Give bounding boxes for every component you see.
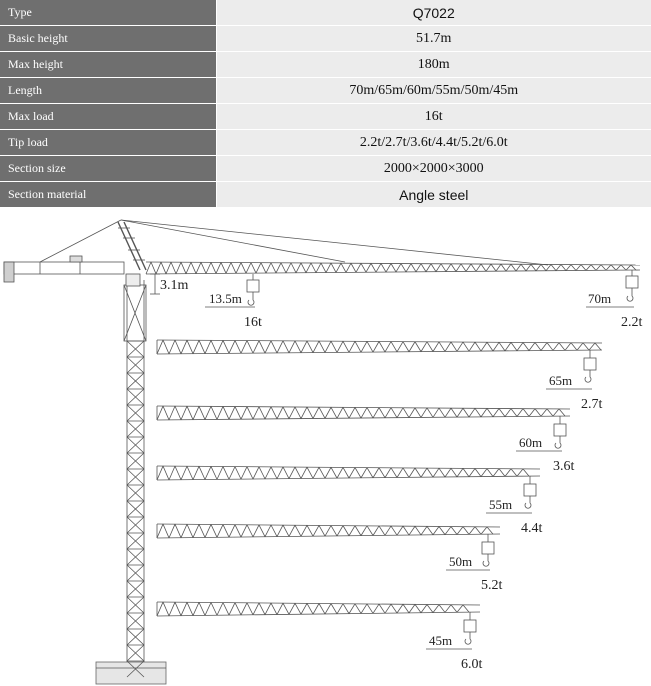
jib-length-label: 55m [489,497,513,512]
spec-value: 2000×2000×3000 [216,156,651,182]
alt-jib-hook [464,620,476,632]
jib-length-label: 65m [549,373,573,388]
spec-label: Length [0,78,216,104]
spec-label: Type [0,0,216,26]
head-height-label: 3.1m [160,278,189,293]
spec-value: 70m/65m/60m/55m/50m/45m [216,78,651,104]
crane-counter-jib [4,262,124,274]
spec-value: Angle steel [216,182,651,208]
spec-label: Tip load [0,130,216,156]
spec-value: 16t [216,104,651,130]
spec-row-max-height [0,52,651,78]
alt-jib [157,406,570,451]
tip-load-label: 4.4t [521,521,543,536]
alternative-jibs [157,340,603,672]
spec-row-type [0,0,651,26]
crane-diagram [0,210,651,686]
alt-jib-hook [584,358,596,370]
jib-length-label: 60m [519,435,543,450]
spec-table [0,0,651,208]
hook-max-load [247,280,259,292]
spec-row-max-load [0,104,651,130]
jib-length-label: 70m [588,291,612,306]
spec-label: Max load [0,104,216,130]
tip-load-label: 2.2t [621,315,643,330]
spec-value: 2.2t/2.7t/3.6t/4.4t/5.2t/6.0t [216,130,651,156]
crane-counterweight [4,262,14,282]
hook-tip-70 [626,276,638,288]
tip-load-label: 5.2t [481,578,503,593]
spec-row-basic-height [0,26,651,52]
tip-load-label: 6.0t [461,657,483,672]
spec-value: 180m [216,52,651,78]
max-load-radius-label: 13.5m [209,291,242,306]
jib-length-label: 50m [449,554,473,569]
spec-label: Section material [0,182,216,208]
spec-row-section-material [0,182,651,208]
alt-jib [157,340,602,389]
spec-row-section-size [0,156,651,182]
spec-row-length [0,78,651,104]
spec-value: 51.7m [216,26,651,52]
spec-row-tip-load [0,130,651,156]
crane-tie-front [121,220,345,262]
max-load-label: 16t [244,315,262,330]
spec-label: Max height [0,52,216,78]
spec-value: Q7022 [216,0,651,26]
tip-load-label: 2.7t [581,397,603,412]
alt-jib-hook [482,542,494,554]
spec-label: Basic height [0,26,216,52]
spec-label: Section size [0,156,216,182]
jib-length-label: 45m [429,633,453,648]
alt-jib-hook [524,484,536,496]
crane-a-frame [118,222,140,270]
alt-jib-hook [554,424,566,436]
crane-cab [126,274,140,286]
alt-jib [157,466,540,513]
tip-load-label: 3.6t [553,459,575,474]
